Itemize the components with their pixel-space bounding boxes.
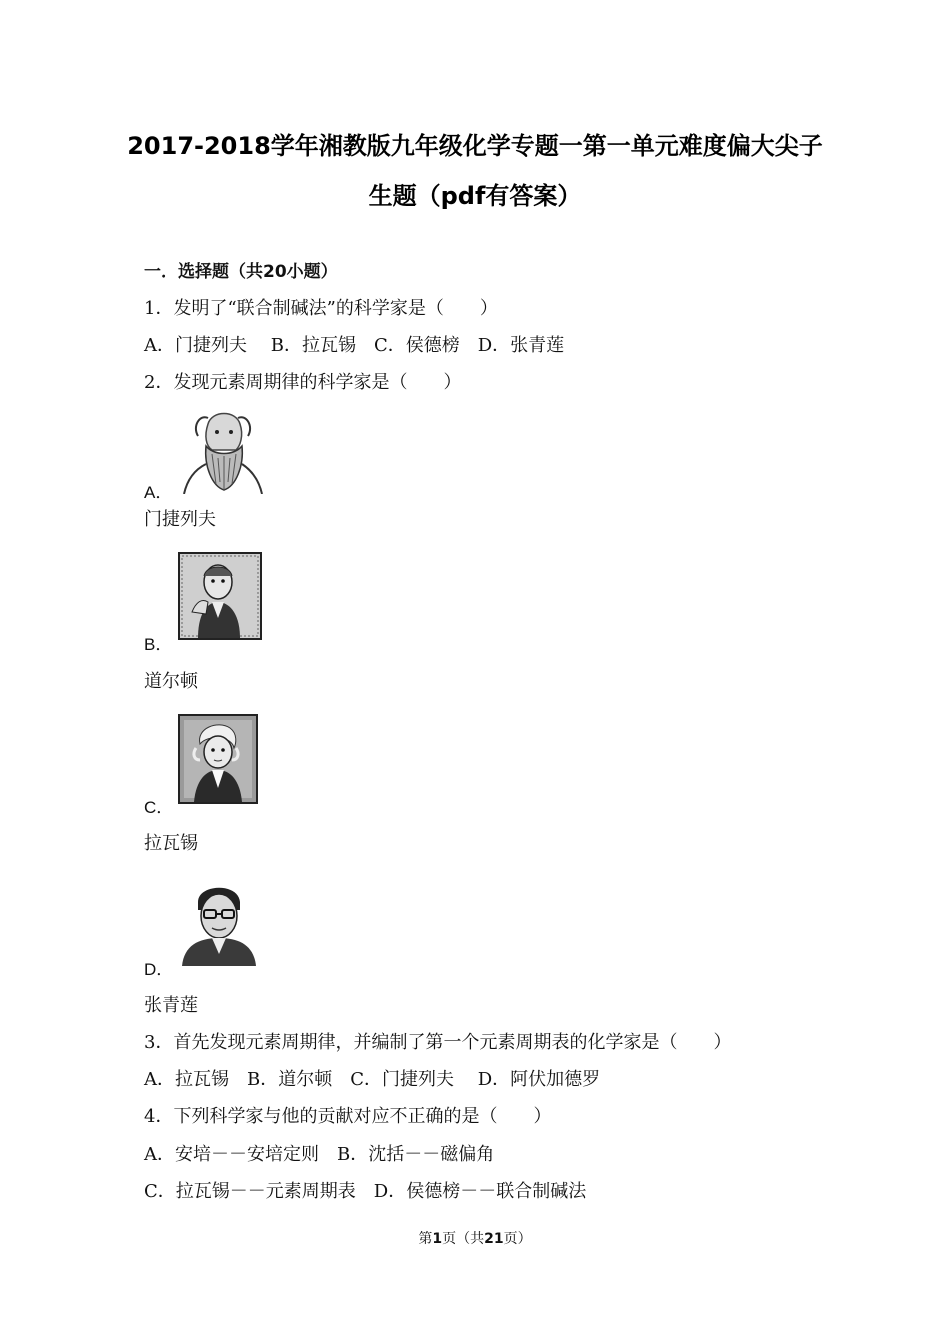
question-2-option-d-caption: 张青莲 xyxy=(144,995,198,1016)
question-1-stem: 1．发明了“联合制碱法”的科学家是（ ） xyxy=(144,298,498,319)
portrait-mendeleev-icon xyxy=(178,406,268,494)
question-2-stem: 2．发现元素周期律的科学家是（ ） xyxy=(144,372,462,393)
document-title-line-2: 生题（pdf有答案） xyxy=(368,182,582,210)
portrait-zhang-icon xyxy=(178,876,258,966)
section-heading: 一．选择题（共20小题） xyxy=(144,262,338,282)
footer-suffix: 页） xyxy=(503,1231,532,1247)
question-2-option-c-letter: C． xyxy=(144,798,174,817)
question-3-stem: 3．首先发现元素周期律，并编制了第一个元素周期表的化学家是（ ） xyxy=(144,1032,732,1053)
question-4-options-line-2: C．拉瓦锡－－元素周期表 D．侯德榜－－联合制碱法 xyxy=(144,1181,587,1202)
page-footer xyxy=(0,1228,950,1248)
question-1-options: A．门捷列夫 B．拉瓦锡 C．侯德榜 D．张青莲 xyxy=(144,335,565,356)
question-2-option-b-letter: B． xyxy=(144,635,173,654)
footer-prefix: 第 xyxy=(418,1231,433,1247)
portrait-lavoisier-icon xyxy=(178,714,258,804)
footer-page-number: 1 xyxy=(432,1231,443,1247)
question-4-options-line-1: A．安培－－安培定则 B．沈括－－磁偏角 xyxy=(144,1144,495,1165)
question-2-option-d-letter: D． xyxy=(144,960,174,979)
question-3-options: A．拉瓦锡 B．道尔顿 C．门捷列夫 D．阿伏加德罗 xyxy=(144,1069,601,1090)
question-2-option-c-caption: 拉瓦锡 xyxy=(144,833,198,854)
portrait-dalton-icon xyxy=(178,552,262,640)
question-2-option-a-letter: A． xyxy=(144,483,173,502)
question-2-option-b-caption: 道尔顿 xyxy=(144,671,198,692)
question-4-stem: 4．下列科学家与他的贡献对应不正确的是（ ） xyxy=(144,1106,552,1127)
question-2-option-a-caption: 门捷列夫 xyxy=(144,509,216,530)
footer-total-pages: 21 xyxy=(484,1231,504,1247)
document-title-line-1: 2017-2018学年湘教版九年级化学专题一第一单元难度偏大尖子 xyxy=(127,132,823,160)
footer-mid: 页（共 xyxy=(442,1231,485,1247)
